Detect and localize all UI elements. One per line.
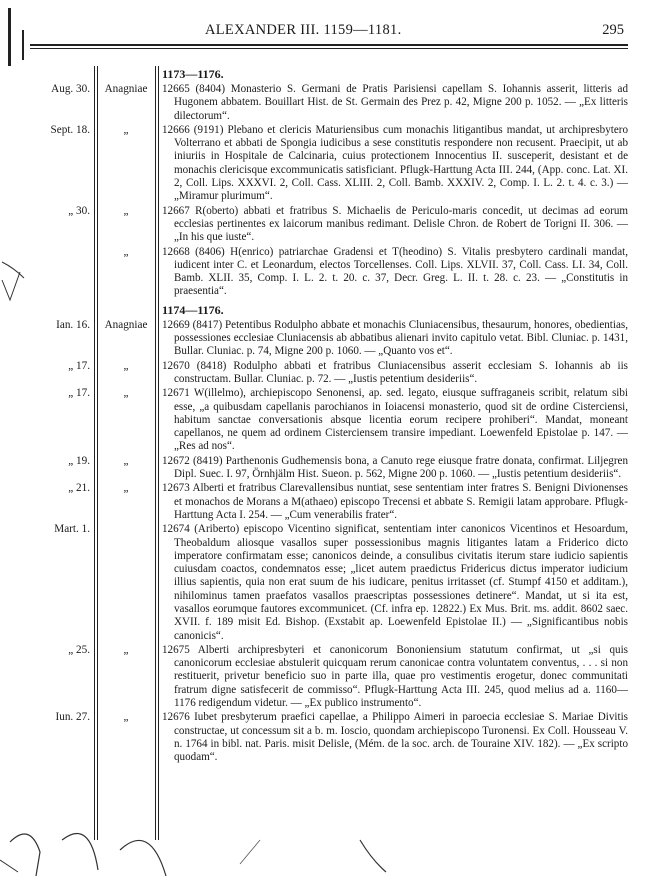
entry-place: „ [123, 482, 129, 495]
regest-entry: 12668 (8406) H(enrico) patriarchae Gradensi et T(heodino) S. Vitalis presbytero cardinali mandat, iudicent inter C. et Leonardum, electos Torcellenses. Coll. Lips. XLVII. 37, Coll. Cass. LI. 34, Coll. Bamb. XLII. 35, Comp. I. L. 2. t. 20. c. 37, Decr. Greg. L. II. t. 28. c. 23. — „Constitutis in praesentia“. [162, 245, 628, 298]
binding-mark [8, 8, 11, 66]
entry-place: Anagniae [104, 318, 148, 331]
section-heading: 1173—1176. [162, 67, 224, 81]
entry-date: Mart. 1. [54, 523, 90, 536]
entry-place: „ [123, 359, 129, 372]
entry-date: „ 17. [68, 359, 90, 372]
column-rule [158, 66, 159, 840]
entry-place: „ [123, 711, 129, 724]
regest-entry: 12669 (8417) Petentibus Rodulpho abbate et monachis Cluniacensibus, thesaurum, honores, obedientias, possessiones ecclesiae Cluniacensis ab abbatibus alienari invito capitulo vetat. Bibl. Cluniac. p. 1431, Bullar. Cluniac. p. 74, Migne 200 p. 1060. — „Quanto vos et“. [162, 318, 628, 358]
entry-place: „ [123, 454, 129, 467]
entry-date: Iun. 27. [55, 711, 90, 724]
regest-entry: 12670 (8418) Rodulpho abbati et fratribus Cluniacensibus asserit ecclesiam S. Iohannis ab iis constructam. Bullar. Cluniac. p. 72. — „Iustis petentium desideriis“. [162, 359, 628, 385]
page-number: 295 [602, 22, 624, 38]
regest-entry: 12675 Alberti archipresbyteri et canonicorum Bononiensium statutum confirmat, ut „si quis canonicorum ecclesiae abstulerit quicquam rerum canonicae contra voluntatem conventus, . . . si non restituerit, privetur beneficio suo in parte illa, quae pro vestimentis erogetur, donec communitati fratrum digne satisfecerit de commisso“. Pflugk-Harttung Acta III. 245, quod melius ad a. 1160—1176 redigendum videtur. — „Ex publico instrumento“. [162, 643, 628, 710]
entry-date: „ 25. [68, 643, 90, 656]
binding-mark [22, 30, 24, 60]
regest-entry: 12671 W(illelmo), archiepiscopo Senonensi, ap. sed. legato, eiusque suffraganeis scribit, relatum sibi esse, „a quibusdam capellanis parochianos in Ioiacensi monasterio, quod sit de ordine Cisterciensi, habitum sanctae conversationis absque licentia eorum recipere prohiberi“. Mandat, moneant capellanos, ne quem ad ordinem Cisterciensem transire impediant. Loewenfeld Epistolae p. 147. — „Res ad nos“. [162, 387, 628, 453]
header-rule [30, 48, 628, 49]
entry-date: Sept. 18. [50, 123, 90, 136]
entry-place: „ [123, 123, 129, 136]
regest-entry: 12672 (8419) Parthenonis Gudhemensis bona, a Canuto rege eiusque fratre donata, confirmat. Liljegren Dipl. Suec. I. 97, Örnhjälm Hist. Sueon. p. 562, Migne 200 p. 1060. — „Iustis petentium desideriis“. [162, 454, 628, 481]
entry-date: „ 21. [68, 482, 90, 495]
section-heading: 1174—1176. [162, 302, 224, 317]
regest-entry: 12667 R(oberto) abbati et fratribus S. Michaelis de Periculo-maris concedit, ut decimas ad eorum ecclesias pertinentes ex laicorum manibus redimant. Delisle Chron. de Robert de Torigni II. 306. — „In his que iuste“. [162, 204, 628, 244]
entry-place: Anagniae [104, 83, 148, 95]
regest-entry: 12666 (9191) Plebano et clericis Maturiensibus cum monachis litigantibus mandat, ut archipresbytero Volterrano et abbati de Spongia iudicibus a sese constitutis respondere non recusent. Praecipit, ut ab iniuriis in Hospitale de Calcinaria, cuius protectionem Innocentius II. susceperit, desistant et de monachis clericisque excommunicatis satisficiant. Pflugk-Harttung Acta III. 244, (App. conc. Lat. XI. 2, Coll. Lips. XXXVI. 2, Coll. Cass. XLIII. 2, Coll. Bamb. XXXIV. 2, Comp. I. L. 2. t. 4. c. 3.) — „Miramur plurimum“. [162, 123, 628, 203]
entry-date: Aug. 30. [51, 83, 90, 95]
entry-date: „ 19. [68, 454, 90, 467]
running-header-title: ALEXANDER III. 1159—1181. [205, 22, 402, 38]
entry-place: „ [123, 245, 129, 258]
regest-entry: 12673 Alberti et fratribus Clarevallensibus nuntiat, sese sententiam inter fratres S. Benigni Divionenses et monachos de Morans a M(athaeo) episcopo Trecensi et abbate S. Remigii latam approbare. Pflugk-Harttung Acta I. 254. — „Cum venerabilis frater“. [162, 482, 628, 521]
column-rule [155, 66, 156, 840]
column-rule [94, 66, 95, 840]
entry-place: „ [123, 387, 129, 400]
header-rule [30, 44, 628, 46]
regest-entry: 12676 Iubet presbyterum praefici capellae, a Philippo Aimeri in paroecia ecclesiae S. Mariae Divitis constructae, ut concessum sit a b. m. Ioscio, quondam archiepiscopo Turonensi. Ex Coll. Housseau V. n. 1764 in bibl. nat. Paris. misit Delisle, (Mém. de la soc. arch. de Touraine XIV. 182). — „Ex scripto quodam“. [162, 711, 628, 764]
entry-place: „ [123, 204, 129, 217]
entry-place: „ [123, 643, 129, 656]
regest-entry: 12674 (Ariberto) episcopo Vicentino significat, sententiam inter canonicos Vicentinos et Hesoardum, Theobaldum aliosque vasallos super possessionibus magnis litigantes latam a Friderico dicto imperatore confirmatam esse; canonicos deinde, a consulibus civitatis iterum stare iudicio sapientis cuiusdam coactos, condemnatos esse; „licet autem praedictus Fridericus dictus imperator iudicium illius sapientis, quia non erat suum de his iudicare, penitus irritasset (cf. Stumpf 4150 et additam.), nihilominus tamen praefatos vasallos praescriptas possessiones detinere“. Mandat, ut si ita est, vasallos eorumque fautores excommunicet. (Cf. infra ep. 12822.) Ex Mus. Brit. ms. addit. 8602 saec. XVII. f. 189 misit Ed. Bishop. (Exstabit ap. Loewenfeld Epistolae II.) — „Significantibus nobis canonicis“. [162, 523, 628, 642]
entry-date: „ 17. [68, 387, 90, 400]
regest-entry: 12665 (8404) Monasterio S. Germani de Pratis Parisiensi capellam S. Iohannis asserit, litteris ad Hugonem abbatem. Bouillart Hist. de St. Germain des Prez p. 42, Migne 200 p. 1052. — „Ex litteris dilectorum“. [162, 83, 628, 122]
entry-date: „ 30. [68, 204, 90, 217]
entry-date: Ian. 16. [56, 318, 90, 331]
